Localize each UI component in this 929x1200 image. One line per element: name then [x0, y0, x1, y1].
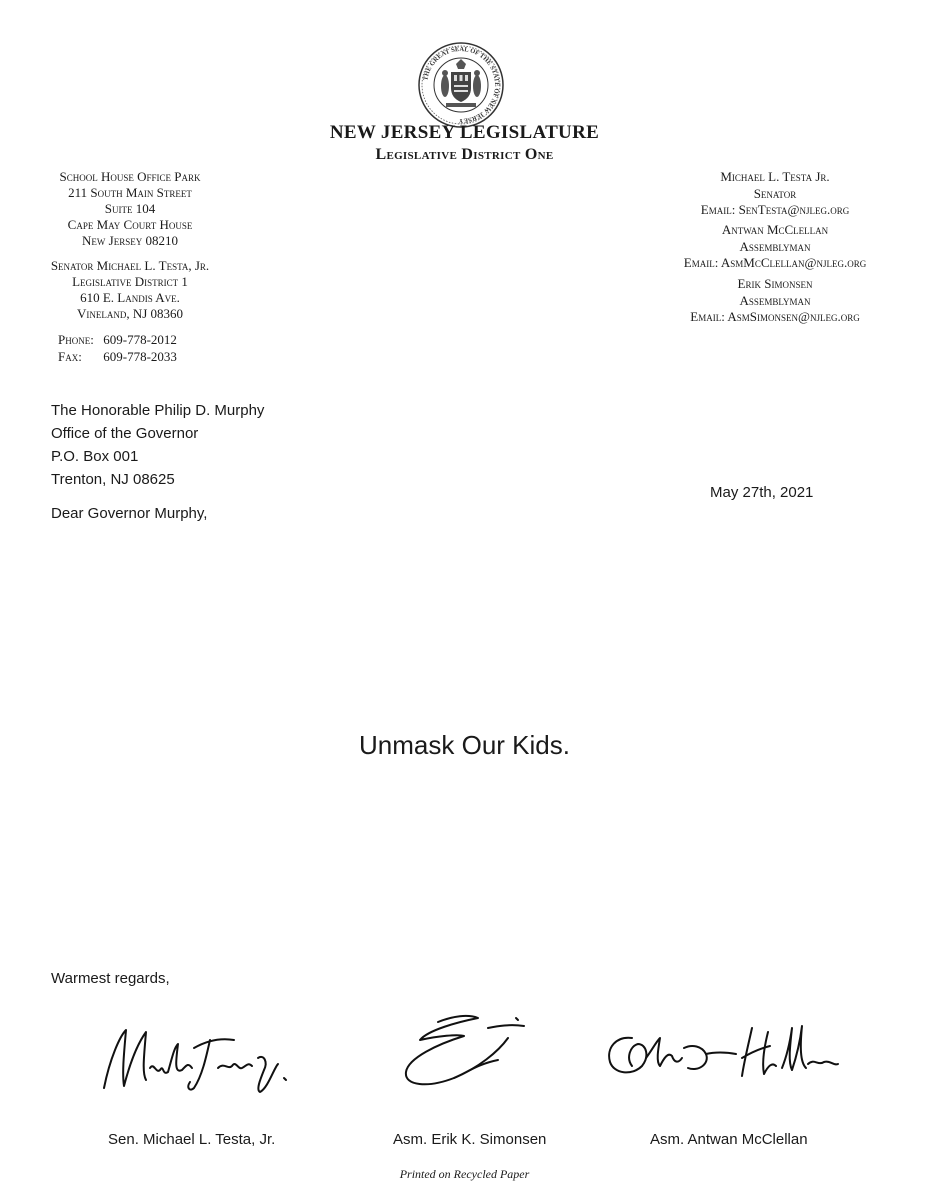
- salutation: Dear Governor Murphy,: [51, 505, 208, 522]
- signature-simonsen: [398, 1008, 538, 1098]
- legislator-senator: [640, 169, 910, 219]
- footer-note: Printed on Recycled Paper: [399, 1167, 530, 1181]
- signature-mcclellan: [602, 1018, 842, 1088]
- phone-label: Phone:: [58, 332, 94, 347]
- office-address: [20, 169, 240, 249]
- senator-address: [20, 258, 240, 322]
- address-line: 211 South Main Street: [68, 185, 192, 200]
- legislator-name: Michael L. Testa Jr.: [720, 169, 830, 184]
- recipient-address: [51, 399, 264, 491]
- phone-number: 609-778-2012: [103, 332, 177, 347]
- legislator-title: Assemblyman: [739, 292, 811, 308]
- recipient-line: Trenton, NJ 08625: [51, 471, 175, 488]
- address-line: School House Office Park: [59, 169, 201, 184]
- letterhead-title: NEW JERSEY LEGISLATURE: [329, 122, 600, 143]
- letter-body: Unmask Our Kids.: [359, 730, 570, 760]
- fax-label: Fax:: [58, 349, 82, 364]
- legislator-assemblyman-1: [640, 222, 910, 272]
- signature-testa: [98, 1018, 298, 1098]
- svg-text:THE GREAT SEAL OF THE STATE OF: THE GREAT SEAL OF THE STATE OF NEW JERSEY: [422, 45, 501, 125]
- contact-numbers: [58, 331, 258, 365]
- legislator-assemblyman-2: [640, 276, 910, 326]
- legislator-email: Email: AsmSimonsen@njleg.org: [690, 309, 860, 324]
- fax-line: [58, 348, 258, 365]
- address-line: Vineland, NJ 08360: [76, 306, 184, 321]
- address-line: New Jersey 08210: [82, 233, 178, 248]
- recipient-line: Office of the Governor: [51, 425, 199, 442]
- signatory-name-testa: Sen. Michael L. Testa, Jr.: [108, 1131, 276, 1148]
- address-line: Senator Michael L. Testa, Jr.: [50, 258, 210, 273]
- phone-line: [58, 331, 258, 348]
- fax-number: 609-778-2033: [103, 349, 177, 364]
- letterhead-subtitle: Legislative District One: [375, 146, 554, 163]
- legislator-title: Senator: [753, 185, 797, 201]
- signatory-name-simonsen: Asm. Erik K. Simonsen: [393, 1131, 547, 1148]
- legislator-email: Email: AsmMcClellan@njleg.org: [683, 255, 867, 270]
- legislator-title: Assemblyman: [739, 238, 811, 254]
- legislator-name: Antwan McClellan: [721, 222, 829, 237]
- recipient-line: The Honorable Philip D. Murphy: [51, 402, 265, 419]
- recipient-line: P.O. Box 001: [51, 448, 139, 465]
- signatory-name-mcclellan: Asm. Antwan McClellan: [650, 1131, 808, 1148]
- legislator-email: Email: SenTesta@njleg.org: [700, 202, 850, 217]
- address-line: Cape May Court House: [67, 217, 193, 232]
- closing: Warmest regards,: [51, 970, 170, 987]
- letter-date: May 27th, 2021: [710, 484, 814, 501]
- state-seal: [418, 42, 504, 128]
- legislator-name: Erik Simonsen: [737, 276, 813, 291]
- address-line: Suite 104: [104, 201, 156, 216]
- address-line: 610 E. Landis Ave.: [80, 290, 180, 305]
- address-line: Legislative District 1: [72, 274, 188, 289]
